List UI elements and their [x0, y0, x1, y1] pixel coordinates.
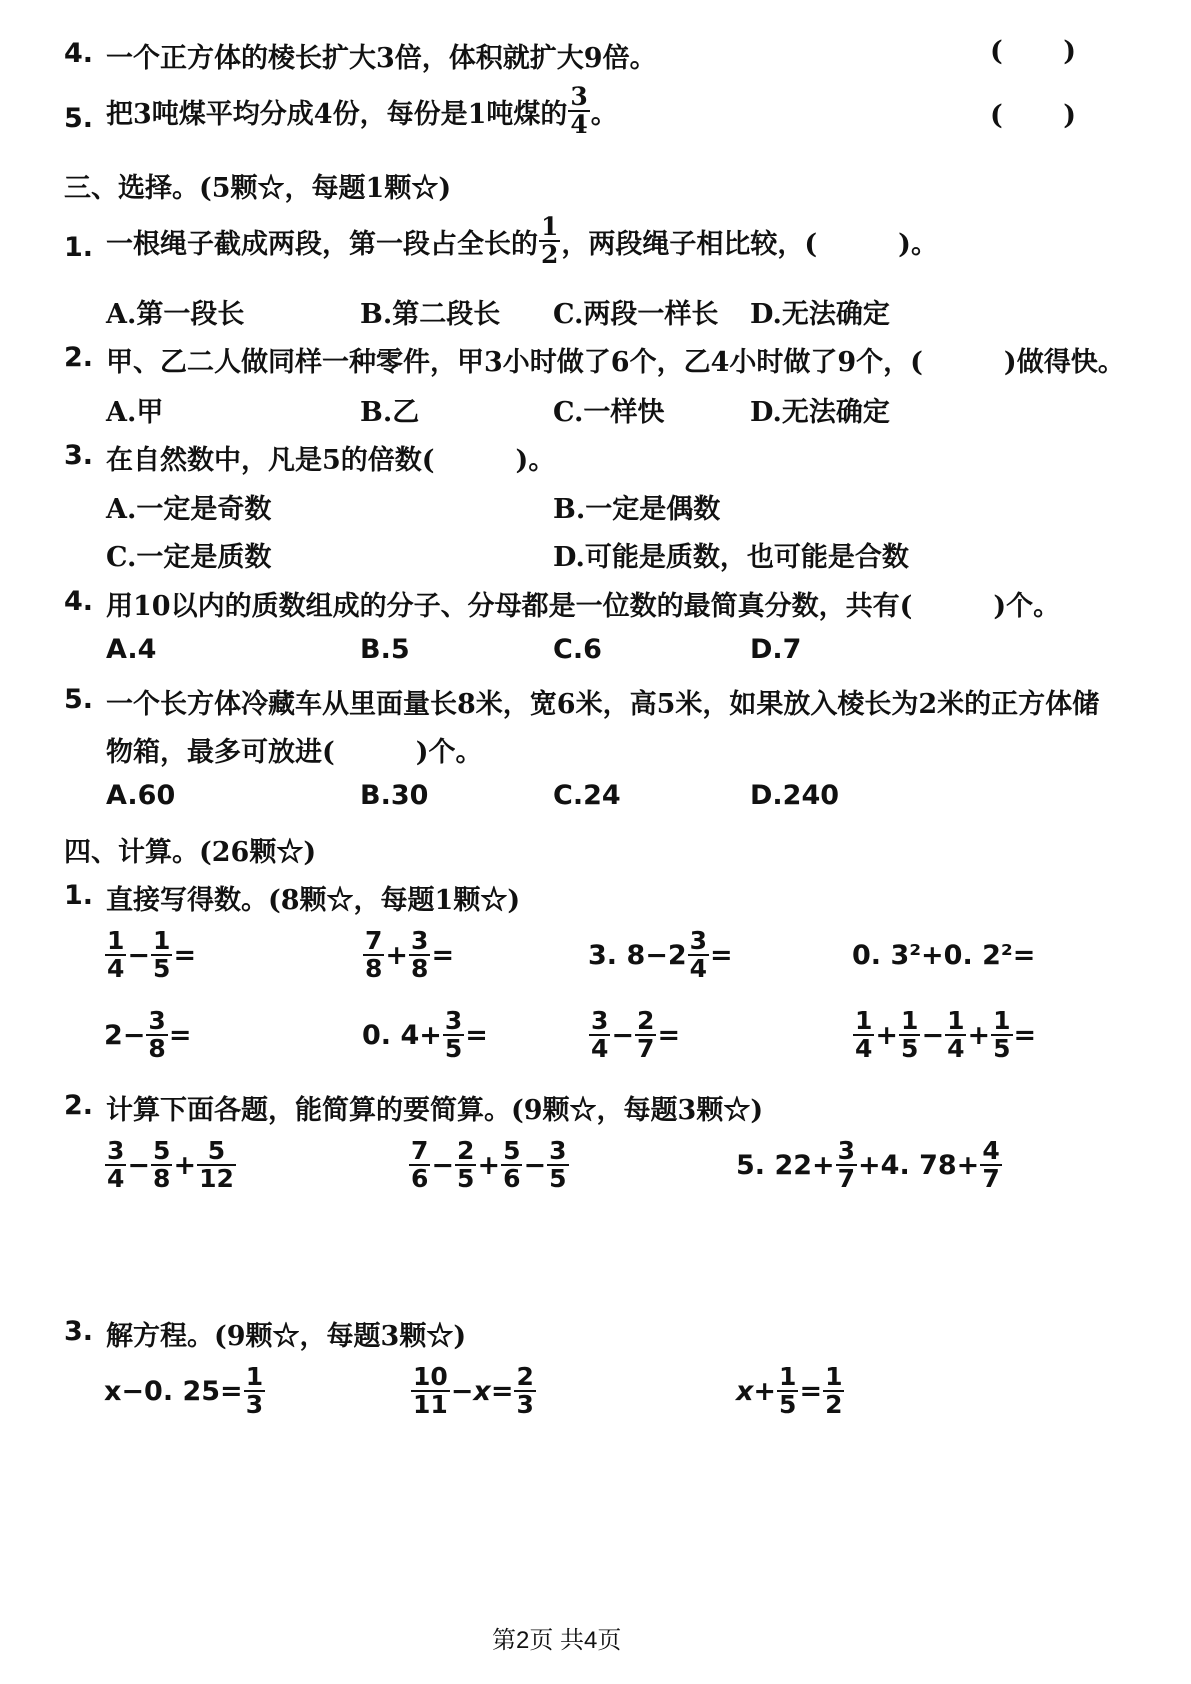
choice-q3-option-b[interactable]: B.一定是偶数 [553, 494, 721, 525]
fraction: $\frac{1}{2}$ [825, 1362, 843, 1420]
choice-q1-text: 一根绳子截成两段，第一段占全长的 $\frac{1}{2}$ ，两段绳子相比较，( )。 [106, 212, 938, 270]
fraction: $\frac{7}{8}$ [365, 926, 383, 984]
judge-5-text-b: 。 [590, 98, 618, 130]
calc-item-4: 0. 3²+0. 2²= [852, 940, 1036, 971]
section4-title: 四、计算。(26颗☆) [64, 837, 317, 868]
fraction: $\frac{2}{5}$ [457, 1136, 475, 1194]
paren-close: ) [1063, 100, 1076, 131]
paren-open: ( [990, 36, 1003, 67]
choice-q3-text: 在自然数中，凡是5的倍数( )。 [106, 445, 556, 476]
fraction: $\frac{3}{8}$ [411, 926, 429, 984]
judge-4-number: 4. [64, 38, 94, 69]
calc-item-3: 3. 8−2 $\frac{3}{4}$ = [588, 926, 733, 984]
fraction: $\frac{7}{6}$ [411, 1136, 429, 1194]
choice-q4-number: 4. [64, 586, 94, 617]
fraction: $\frac{1}{2}$ [541, 212, 559, 270]
equation-2: $\frac{10}{11}$ −x= $\frac{2}{3}$ [413, 1362, 534, 1420]
fraction: $\frac{3}{4}$ [570, 82, 588, 140]
calc-q2-title: 计算下面各题，能简算的要简算。(9颗☆，每题3颗☆) [106, 1095, 764, 1126]
choice-q2-option-c[interactable]: C.一样快 [553, 397, 665, 428]
calc-q2-number: 2. [64, 1090, 94, 1121]
choice-q5-number: 5. [64, 684, 94, 715]
judge-4-text: 一个正方体的棱长扩大3倍，体积就扩大9倍。 [106, 43, 657, 74]
fraction: $\frac{3}{5}$ [549, 1136, 567, 1194]
calc-item-2: $\frac{7}{8}$ + $\frac{3}{8}$ = [365, 926, 455, 984]
calc-item-5: 2− $\frac{3}{8}$ = [104, 1006, 192, 1064]
choice-q2-number: 2. [64, 342, 94, 373]
fraction: $\frac{2}{7}$ [637, 1006, 655, 1064]
fraction: $\frac{3}{8}$ [148, 1006, 166, 1064]
calc-q3-number: 3. [64, 1316, 94, 1347]
judge-5-text [106, 84, 618, 139]
equation-3: x+ $\frac{1}{5}$ = $\frac{1}{2}$ [736, 1362, 843, 1420]
judge-5-text-a: 把3吨煤平均分成4份，每份是1吨煤的 [106, 98, 568, 130]
fraction: $\frac{3}{7}$ [837, 1136, 856, 1194]
judge-4-answer-blank[interactable] [990, 36, 1076, 67]
fraction: $\frac{5}{6}$ [503, 1136, 521, 1194]
choice-q2-option-b[interactable]: B.乙 [360, 397, 420, 428]
choice-q2-text: 甲、乙二人做同样一种零件，甲3小时做了6个，乙4小时做了9个，( )做得快。 [106, 347, 1125, 378]
choice-q5-option-a[interactable]: A.60 [106, 780, 176, 811]
simplify-item-3: 5. 22+ $\frac{3}{7}$ +4. 78+ $\frac{4}{7}$ [736, 1136, 1000, 1194]
fraction: $\frac{2}{3}$ [516, 1362, 534, 1420]
choice-q1-option-a[interactable]: A.第一段长 [106, 299, 245, 330]
choice-q5-option-d[interactable]: D.240 [750, 780, 840, 811]
fraction: $\frac{3}{4}$ [107, 1136, 125, 1194]
calc-item-8: $\frac{1}{4}$ + $\frac{1}{5}$ − $\frac{1}{4}$ + $\frac{1}{5}$ = [855, 1006, 1037, 1064]
fraction: $\frac{1}{4}$ [107, 926, 125, 984]
calc-q1-title: 直接写得数。(8颗☆，每题1颗☆) [106, 885, 521, 916]
choice-q5-option-c[interactable]: C.24 [553, 780, 621, 811]
fraction: $\frac{1}{5}$ [993, 1006, 1011, 1064]
choice-q2-option-a[interactable]: A.甲 [106, 397, 164, 428]
fraction: $\frac{1}{5}$ [901, 1006, 919, 1064]
calc-q3-title: 解方程。(9颗☆，每题3颗☆) [106, 1321, 467, 1352]
fraction: $\frac{3}{4}$ [689, 926, 708, 984]
fraction: $\frac{1}{4}$ [947, 1006, 965, 1064]
fraction: $\frac{3}{4}$ [591, 1006, 609, 1064]
choice-q5-text-line1: 一个长方体冷藏车从里面量长8米，宽6米，高5米，如果放入棱长为2米的正方体储 [106, 689, 1100, 720]
choice-q1-option-b[interactable]: B.第二段长 [360, 299, 501, 330]
choice-q3-number: 3. [64, 440, 94, 471]
fraction: $\frac{1}{5}$ [779, 1362, 797, 1420]
section3-title: 三、选择。(5颗☆，每题1颗☆) [64, 173, 452, 204]
fraction: $\frac{1}{5}$ [153, 926, 171, 984]
fraction: $\frac{5}{8}$ [153, 1136, 171, 1194]
simplify-item-2: $\frac{7}{6}$ − $\frac{2}{5}$ + $\frac{5}{6}$ − $\frac{3}{5}$ [411, 1136, 567, 1194]
choice-q4-option-c[interactable]: C.6 [553, 634, 602, 665]
choice-q5-text-line2: 物箱，最多可放进( )个。 [106, 737, 483, 768]
fraction: $\frac{1}{3}$ [245, 1362, 264, 1420]
calc-item-1: $\frac{1}{4}$ − $\frac{1}{5}$ = [107, 926, 197, 984]
paren-close: ) [1063, 36, 1076, 67]
fraction: $\frac{4}{7}$ [982, 1136, 1000, 1194]
fraction: $\frac{1}{4}$ [855, 1006, 873, 1064]
fraction: $\frac{5}{12}$ [199, 1136, 234, 1194]
paren-open: ( [990, 100, 1003, 131]
equation-1: x−0. 25= $\frac{1}{3}$ [104, 1362, 264, 1420]
judge-5-number: 5. [64, 103, 94, 134]
calc-q1-number: 1. [64, 880, 94, 911]
choice-q4-option-b[interactable]: B.5 [360, 634, 410, 665]
calc-item-6: 0. 4+ $\frac{3}{5}$ = [362, 1006, 488, 1064]
choice-q3-option-d[interactable]: D.可能是质数，也可能是合数 [553, 542, 909, 573]
choice-q4-option-a[interactable]: A.4 [106, 634, 157, 665]
judge-5-answer-blank[interactable] [990, 100, 1076, 131]
choice-q1-number: 1. [64, 232, 94, 263]
choice-q5-option-b[interactable]: B.30 [360, 780, 429, 811]
page-footer: 第2页 共4页 [492, 1627, 622, 1654]
simplify-item-1: $\frac{3}{4}$ − $\frac{5}{8}$ + $\frac{5}{12}$ [107, 1136, 234, 1194]
fraction: $\frac{3}{5}$ [444, 1006, 463, 1064]
calc-item-7: $\frac{3}{4}$ − $\frac{2}{7}$ = [591, 1006, 681, 1064]
choice-q3-option-a[interactable]: A.一定是奇数 [106, 494, 272, 525]
choice-q1-option-d[interactable]: D.无法确定 [750, 299, 890, 330]
choice-q2-option-d[interactable]: D.无法确定 [750, 397, 890, 428]
choice-q3-option-c[interactable]: C.一定是质数 [106, 542, 272, 573]
choice-q1-option-c[interactable]: C.两段一样长 [553, 299, 719, 330]
choice-q4-text: 用10以内的质数组成的分子、分母都是一位数的最简真分数，共有( )个。 [106, 591, 1061, 622]
choice-q4-option-d[interactable]: D.7 [750, 634, 802, 665]
fraction: $\frac{10}{11}$ [413, 1362, 448, 1420]
